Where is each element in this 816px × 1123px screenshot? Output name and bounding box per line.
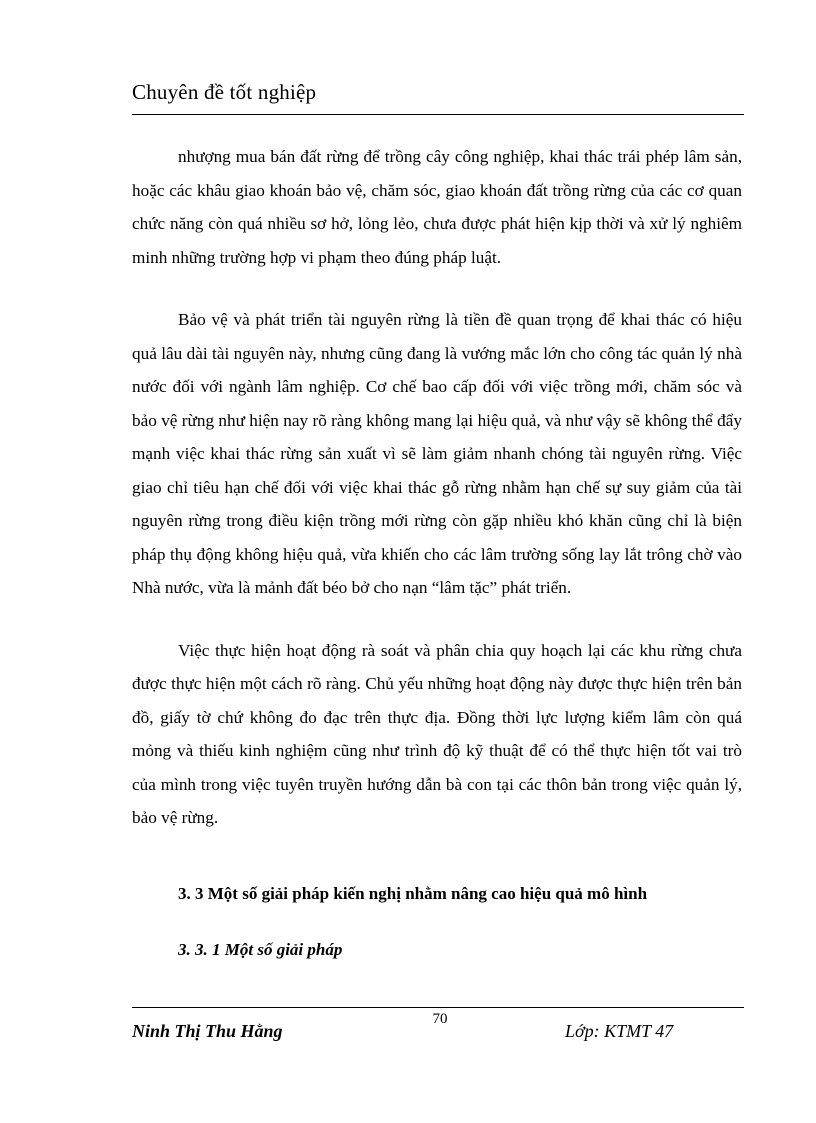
subsection-heading: 3. 3. 1 Một số giải pháp [178, 940, 343, 959]
footer-author: Ninh Thị Thu Hằng [132, 1021, 283, 1041]
page-number: 70 [432, 1011, 448, 1027]
paragraph-1: nhượng mua bán đất rừng để trồng cây công nghiệp, khai thác trái phép lâm sản, hoặc các khâu giao khoán bảo vệ, chăm sóc, giao khoán đất trồng rừng của các cơ quan chức năng còn quá nhiều sơ hở, lỏng lẻo, chưa được phát hiện kịp thời và xử lý nghiêm minh những trường hợp vi phạm theo đúng pháp luật. [132, 147, 742, 267]
footer-class-label: Lớp: KTMT 47 [565, 1021, 674, 1041]
paragraph-3: Việc thực hiện hoạt động rà soát và phân chia quy hoạch lại các khu rừng chưa được thực hiện một cách rõ ràng. Chủ yếu những hoạt động này được thực hiện trên bản đồ, giấy tờ chứ không đo đạc trên thực địa. Đồng thời lực lượng kiểm lâm còn quá mỏng và thiếu kinh nghiệm cũng như trình độ kỹ thuật để có thể thực hiện tốt vai trò của mình trong việc tuyên truyền hướng dẫn bà con tại các thôn bản trong việc quản lý, bảo vệ rừng. [132, 640, 742, 827]
section-heading: 3. 3 Một số giải pháp kiến nghị nhằm nâng cao hiệu quả mô hình [178, 884, 648, 903]
paragraph-2: Bảo vệ và phát triển tài nguyên rừng là tiền đề quan trọng để khai thác có hiệu quả lâu dài tài nguyên này, nhưng cũng đang là vướng mắc lớn cho công tác quản lý nhà nước đối với ngành lâm nghiệp. Cơ chế bao cấp đối với việc trồng mới, chăm sóc và bảo vệ rừng như hiện nay rõ ràng không mang lại hiệu quả, và như vậy sẽ không thể đẩy mạnh việc khai thác rừng sản xuất vì sẽ làm giảm nhanh chóng tài nguyên rừng. Việc giao chỉ tiêu hạn chế đối với việc khai thác gỗ rừng nhằm hạn chế sự suy giảm của tài nguyên rừng trong điều kiện trồng mới rừng còn gặp nhiều khó khăn cũng chỉ là biện pháp thụ động không hiệu quả, vừa khiến cho các lâm trường sống lay lắt trông chờ vào Nhà nước, vừa là mảnh đất béo bở cho nạn “lâm tặc” phát triển. [132, 310, 742, 597]
footer-divider [132, 1007, 744, 1008]
header-divider [132, 114, 744, 115]
body-text [132, 140, 742, 835]
header-title: Chuyên đề tốt nghiệp [132, 80, 317, 104]
